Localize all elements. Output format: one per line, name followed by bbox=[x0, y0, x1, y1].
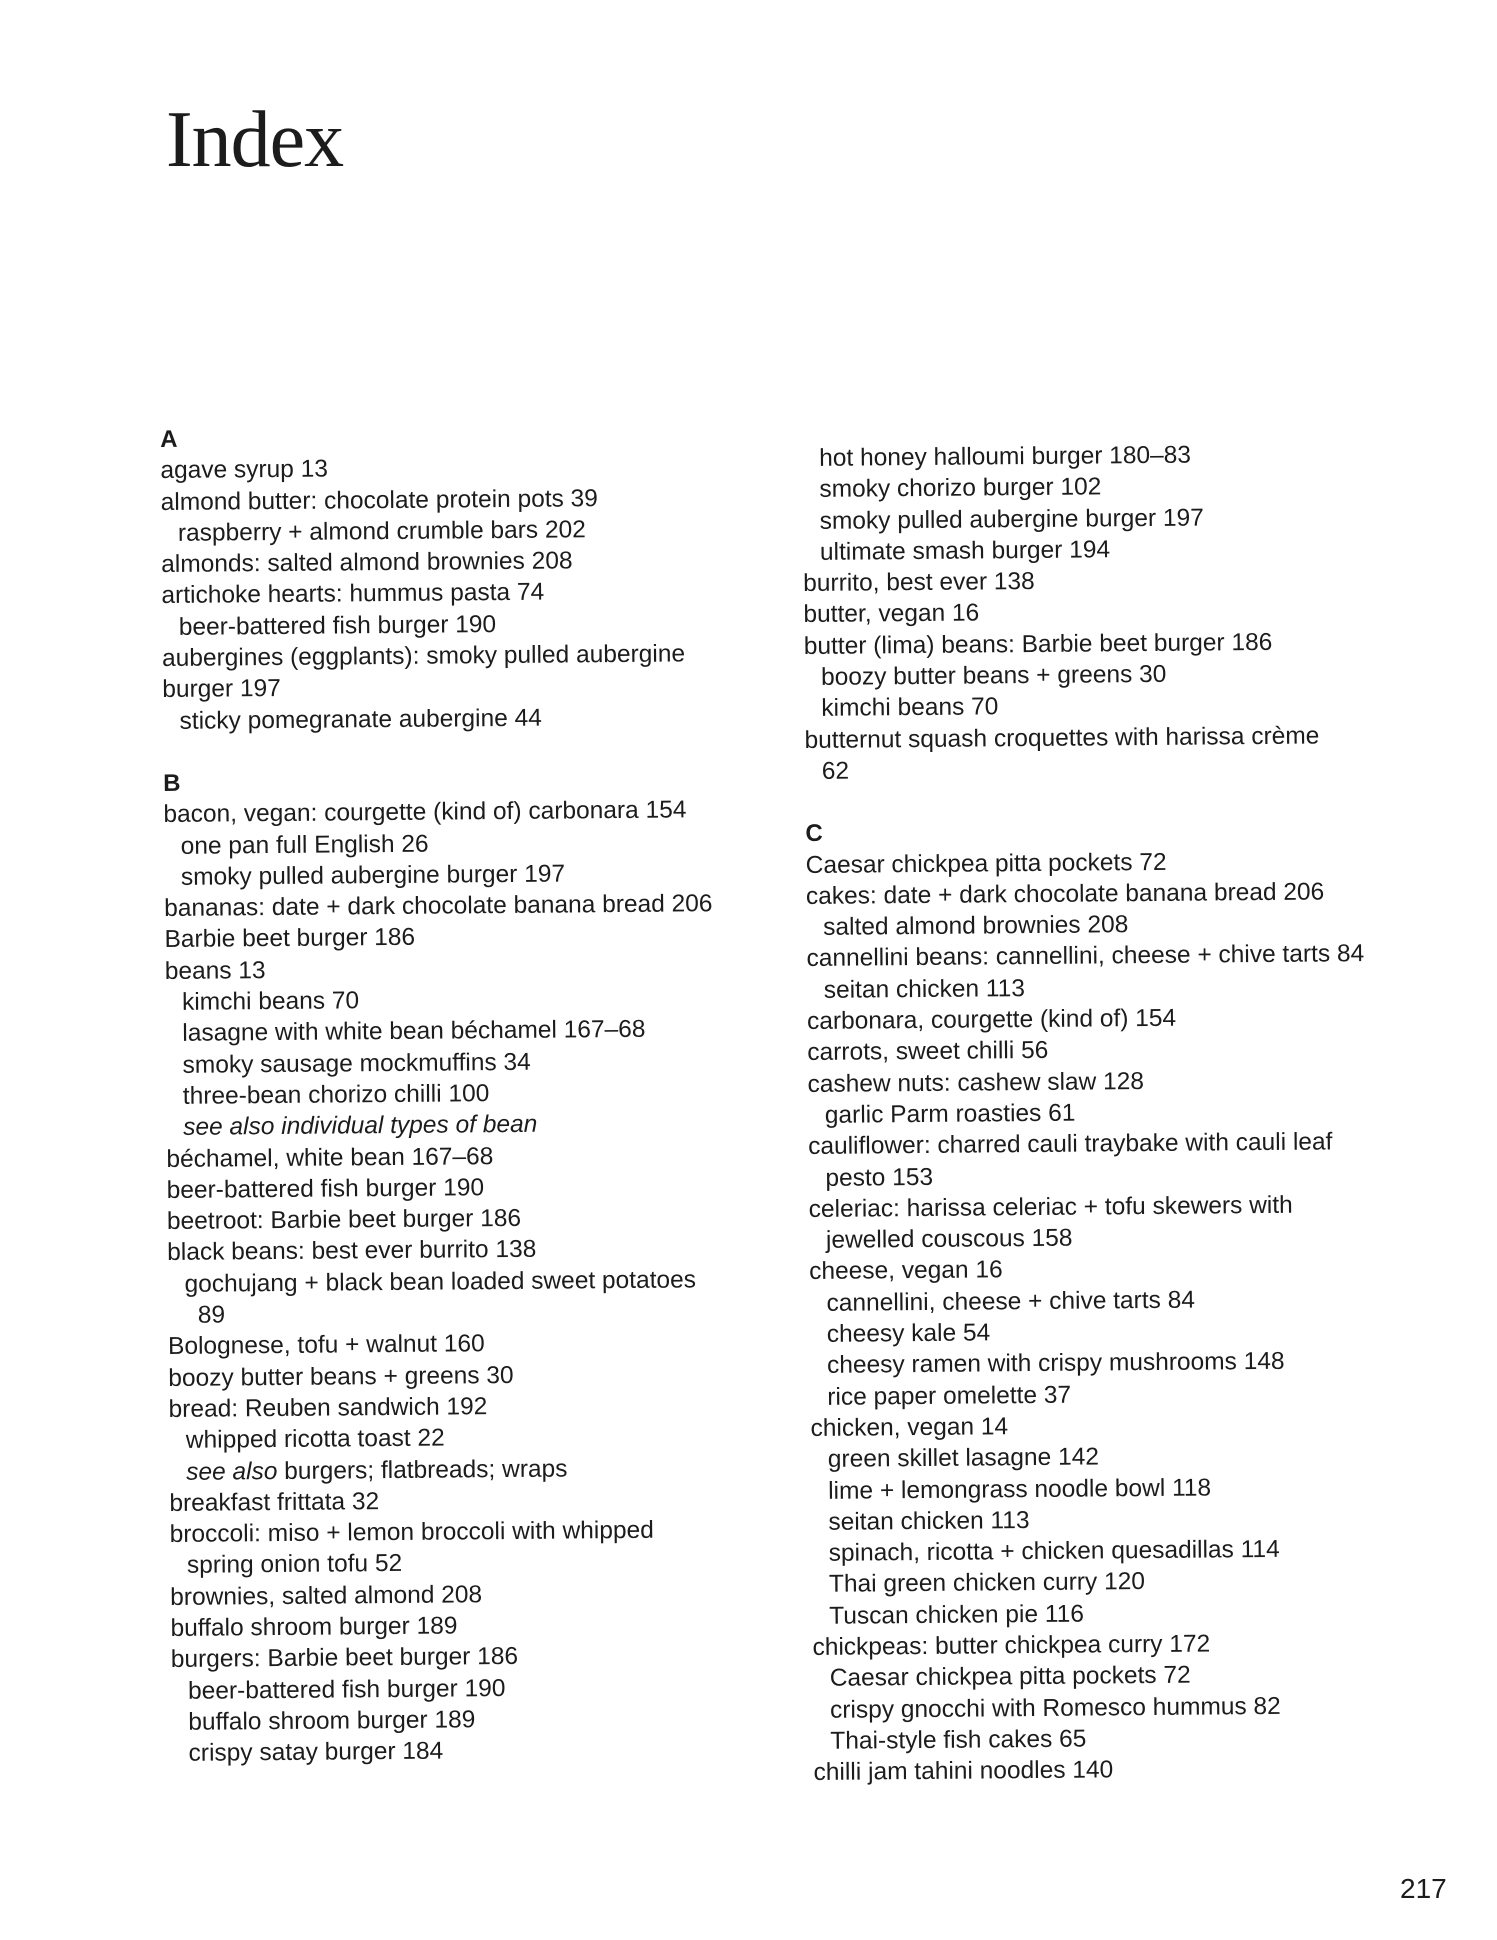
index-entry: chicken, vegan 14 bbox=[810, 1413, 1009, 1442]
index-entry: three-bean chorizo chilli 100 bbox=[182, 1080, 490, 1110]
index-entry: beans 13 bbox=[164, 956, 266, 985]
index-entry: brownies, salted almond 208 bbox=[170, 1580, 483, 1611]
index-entry: crispy gnocchi with Romesco hummus 82 bbox=[829, 1692, 1281, 1724]
index-entry: cashew nuts: cashew slaw 128 bbox=[807, 1067, 1145, 1098]
index-entry: salted almond brownies 208 bbox=[823, 911, 1129, 941]
index-entry: beer-battered fish burger 190 bbox=[187, 1674, 506, 1705]
index-entry: hot honey halloumi burger 180–83 bbox=[819, 441, 1192, 472]
index-entry: bread: Reuben sandwich 192 bbox=[168, 1393, 488, 1423]
index-entry: Thai green chicken curry 120 bbox=[828, 1568, 1146, 1599]
index-entry: one pan full English 26 bbox=[180, 830, 429, 860]
index-entry: 89 bbox=[197, 1301, 226, 1329]
index-entry: seitan chicken 113 bbox=[823, 974, 1026, 1004]
index-entry: béchamel, white bean 167–68 bbox=[166, 1142, 494, 1173]
index-entry: butter (lima) beans: Barbie beet burger 186 bbox=[803, 628, 1273, 660]
index-entry: kimchi beans 70 bbox=[821, 693, 999, 723]
index-entry: cannellini beans: cannellini, cheese + chive tarts 84 bbox=[806, 940, 1365, 973]
index-entry: aubergines (eggplants): smoky pulled aubergine bbox=[161, 640, 686, 673]
index-entry: spring onion tofu 52 bbox=[186, 1550, 403, 1580]
index-entry: kimchi beans 70 bbox=[181, 987, 360, 1016]
index-entry: agave syrup 13 bbox=[160, 455, 329, 485]
index-entry: carbonara, courgette (kind of) 154 bbox=[806, 1004, 1177, 1036]
index-entry: bananas: date + dark chocolate banana bread 206 bbox=[164, 890, 713, 923]
index-entry: Tuscan chicken pie 116 bbox=[829, 1600, 1085, 1630]
section-letter: C bbox=[805, 820, 823, 848]
index-entry: black beans: best ever burrito 138 bbox=[167, 1236, 537, 1267]
index-entry: butternut squash croquettes with harissa crème bbox=[804, 722, 1320, 754]
index-entry: Bolognese, tofu + walnut 160 bbox=[167, 1330, 485, 1361]
index-entry: buffalo shroom burger 189 bbox=[188, 1706, 476, 1736]
index-entry: butter, vegan 16 bbox=[803, 599, 980, 629]
index-entry: lime + lemongrass noodle bowl 118 bbox=[828, 1473, 1212, 1505]
see-also-targets: burgers; flatbreads; wraps bbox=[284, 1454, 568, 1485]
index-entry: sticky pomegranate aubergine 44 bbox=[179, 704, 542, 735]
page-title: Index bbox=[166, 96, 344, 184]
index-entry: celeriac: harissa celeriac + tofu skewers with bbox=[808, 1191, 1293, 1223]
index-entry: Thai-style fish cakes 65 bbox=[830, 1725, 1087, 1755]
section-letter: A bbox=[160, 425, 178, 453]
index-entry: Caesar chickpea pitta pockets 72 bbox=[805, 848, 1167, 879]
index-entry: broccoli: miso + lemon broccoli with whipped bbox=[169, 1516, 654, 1549]
index-entry: beer-battered fish burger 190 bbox=[178, 610, 497, 641]
see-also-label: see also bbox=[186, 1457, 278, 1486]
index-entry: 62 bbox=[821, 757, 850, 785]
index-entry: pesto 153 bbox=[825, 1163, 934, 1192]
index-entry: jewelled couscous 158 bbox=[825, 1224, 1073, 1254]
index-entry: see also individual types of bean bbox=[183, 1110, 538, 1142]
index-section bbox=[160, 419, 763, 737]
index-entry: crispy satay burger 184 bbox=[188, 1737, 444, 1767]
index-entry: almonds: salted almond brownies 208 bbox=[161, 547, 573, 579]
index-entry: chickpeas: butter chickpea curry 172 bbox=[812, 1630, 1211, 1661]
index-entry: seitan chicken 113 bbox=[828, 1506, 1030, 1536]
index-entry: breakfast frittata 32 bbox=[169, 1487, 380, 1517]
index-entry bbox=[169, 1451, 769, 1488]
index-entry: ultimate smash burger 194 bbox=[819, 536, 1111, 566]
index-entry: bacon, vegan: courgette (kind of) carbonara 154 bbox=[163, 796, 687, 829]
index-entry: cauliflower: charred cauli traybake with cauli leaf bbox=[808, 1128, 1333, 1161]
index-entry: Caesar chickpea pitta pockets 72 bbox=[829, 1661, 1191, 1693]
index-entry: carrots, sweet chilli 56 bbox=[807, 1037, 1049, 1067]
index-entry: artichoke hearts: hummus pasta 74 bbox=[161, 579, 545, 610]
index-entry: burgers: Barbie beet burger 186 bbox=[170, 1643, 519, 1674]
index-column-right bbox=[802, 438, 1414, 1820]
index-entry: whipped ricotta toast 22 bbox=[185, 1424, 445, 1455]
page-number: 217 bbox=[1400, 1873, 1447, 1904]
index-entry: smoky pulled aubergine burger 197 bbox=[819, 504, 1204, 535]
index-entry: buffalo shroom burger 189 bbox=[170, 1612, 458, 1642]
index-entry: raspberry + almond crumble bars 202 bbox=[177, 516, 586, 547]
index-entry: smoky chorizo burger 102 bbox=[819, 473, 1102, 504]
index-entry: spinach, ricotta + chicken quesadillas 114 bbox=[828, 1535, 1280, 1567]
index-entry: beetroot: Barbie beet burger 186 bbox=[166, 1205, 522, 1236]
index-entry: cheese, vegan 16 bbox=[809, 1256, 1003, 1286]
index-entry: beer-battered fish burger 190 bbox=[166, 1174, 485, 1204]
index-section bbox=[163, 763, 772, 1770]
index-entry: Barbie beet burger 186 bbox=[164, 924, 416, 954]
index-section bbox=[802, 438, 1405, 787]
index-entry: almond butter: chocolate protein pots 39 bbox=[160, 484, 598, 516]
index-entry: burger 197 bbox=[162, 675, 281, 704]
index-entry: boozy butter beans + greens 30 bbox=[168, 1361, 514, 1392]
index-entry: gochujang + black bean loaded sweet potatoes bbox=[184, 1266, 697, 1298]
index-entry: cheesy ramen with crispy mushrooms 148 bbox=[826, 1348, 1285, 1380]
index-entry: boozy butter beans + greens 30 bbox=[820, 660, 1167, 691]
index-entry: rice paper omelette 37 bbox=[827, 1381, 1072, 1411]
index-entry: cakes: date + dark chocolate banana bread 206 bbox=[805, 878, 1325, 910]
index-column-left bbox=[160, 419, 772, 1801]
index-entry: cannellini, cheese + chive tarts 84 bbox=[826, 1286, 1196, 1317]
index-entry: cheesy kale 54 bbox=[826, 1319, 991, 1348]
index-entry: smoky pulled aubergine burger 197 bbox=[180, 860, 566, 891]
index-entry: lasagne with white bean béchamel 167–68 bbox=[182, 1016, 646, 1048]
index-entry: smoky sausage mockmuffins 34 bbox=[182, 1048, 531, 1079]
index-entry: green skillet lasagne 142 bbox=[827, 1443, 1100, 1474]
section-letter: B bbox=[163, 769, 181, 797]
index-entry: burrito, best ever 138 bbox=[803, 568, 1035, 598]
index-section bbox=[805, 813, 1413, 1788]
index-entry: chilli jam tahini noodles 140 bbox=[813, 1756, 1114, 1787]
index-entry: garlic Parm roasties 61 bbox=[824, 1099, 1076, 1129]
